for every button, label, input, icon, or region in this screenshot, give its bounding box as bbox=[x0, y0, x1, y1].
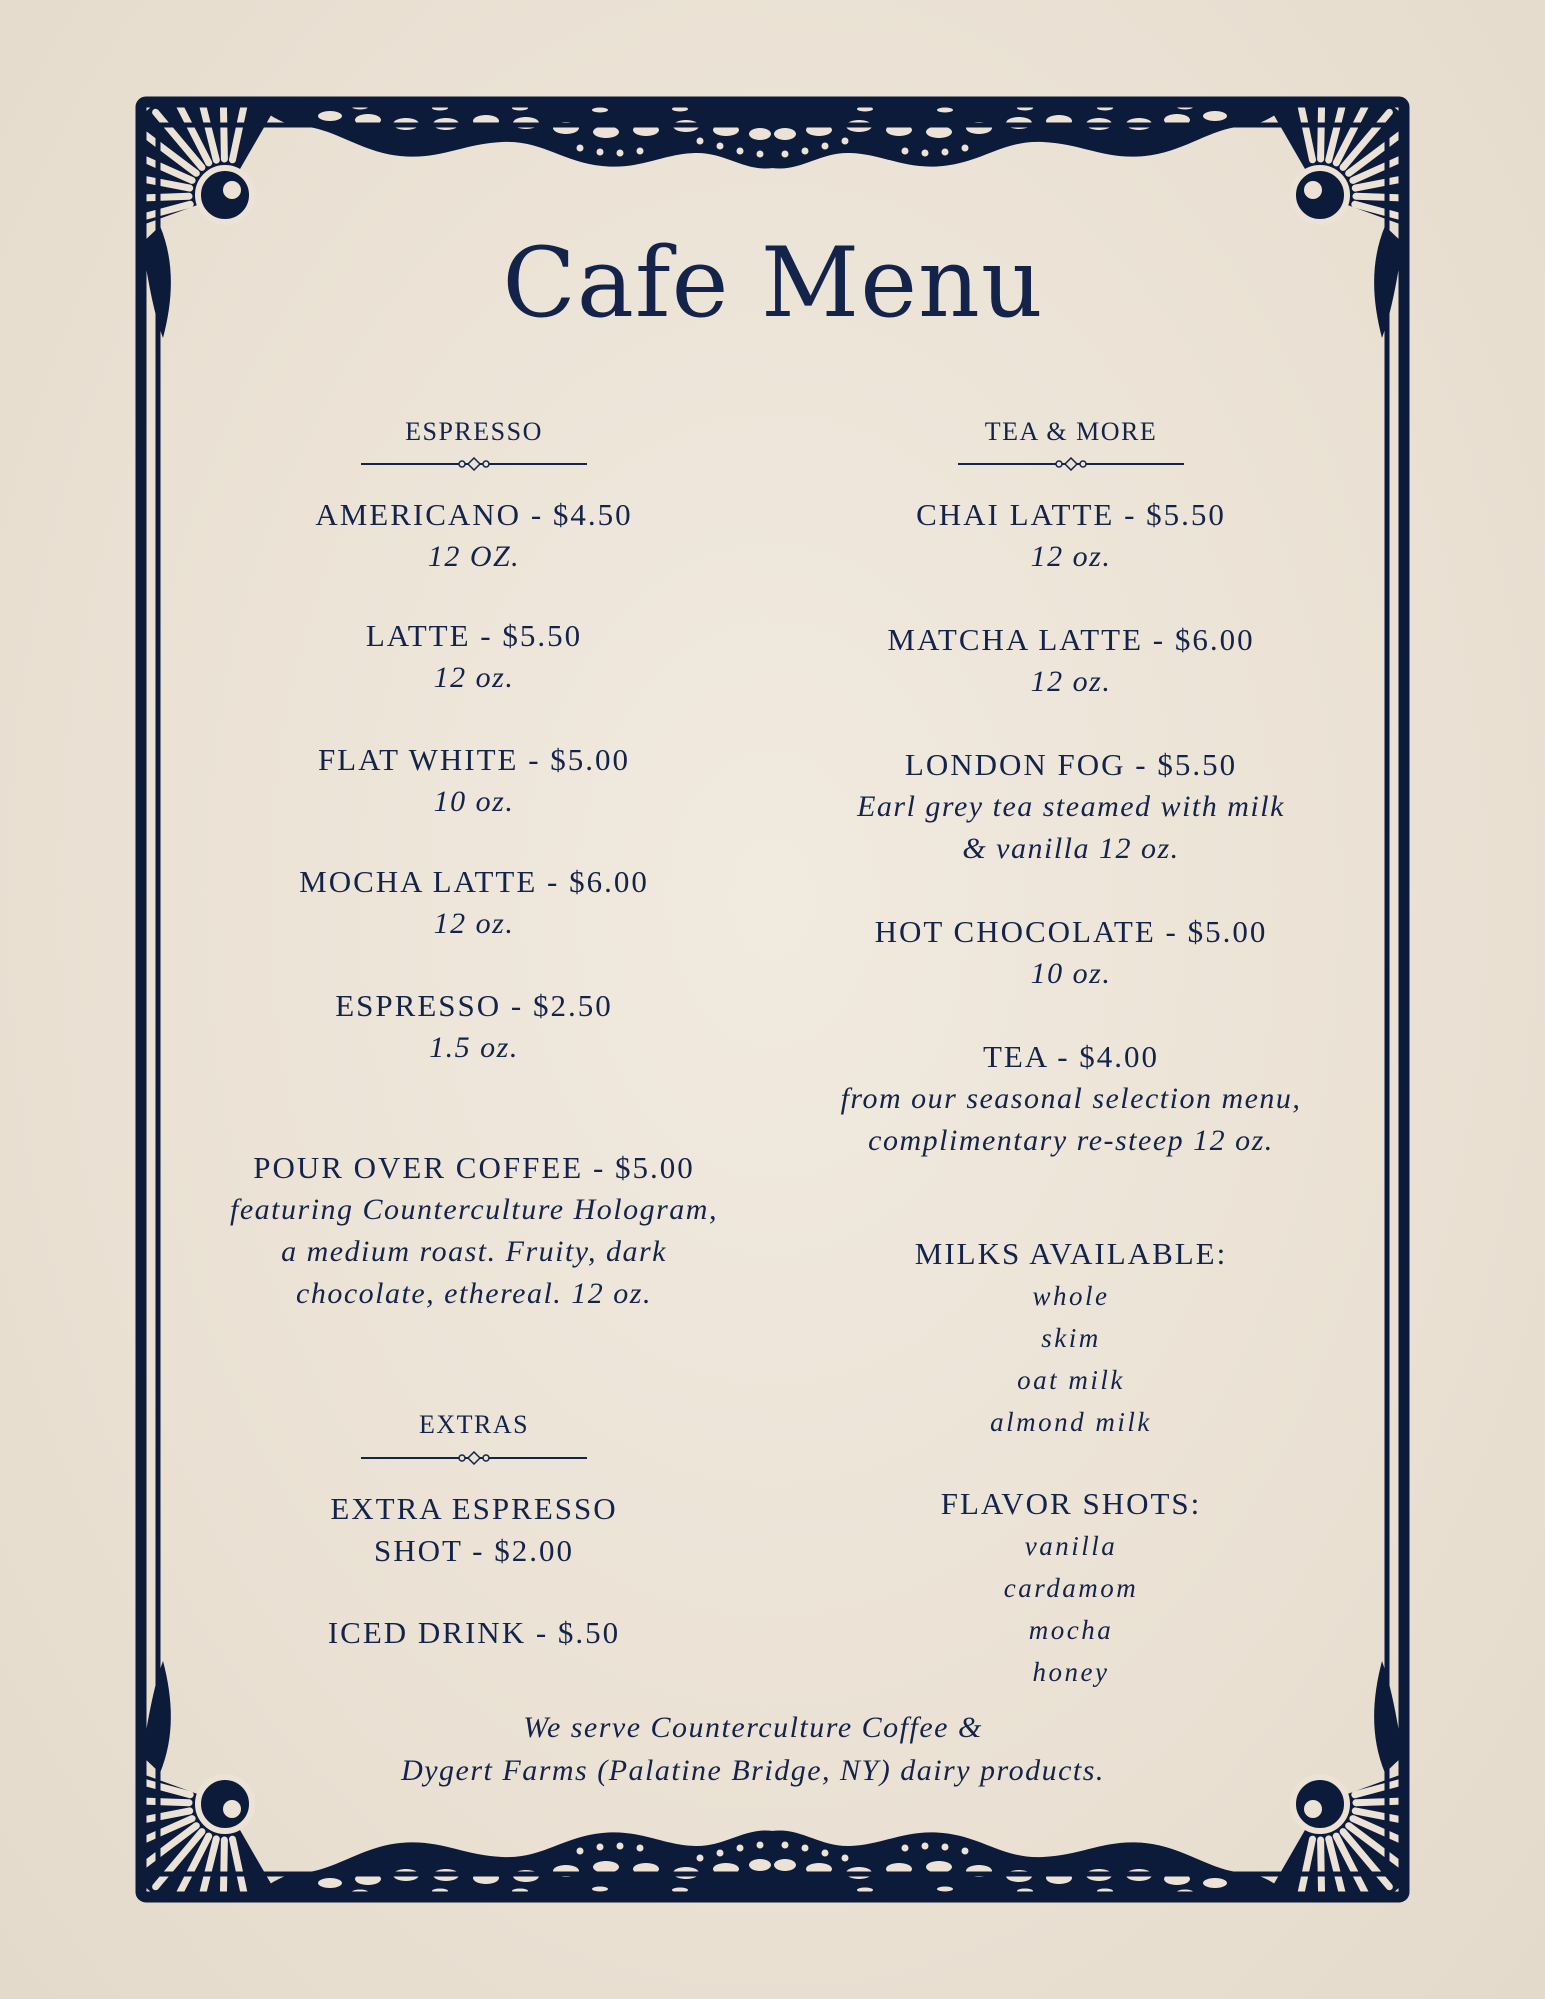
flavor-list bbox=[771, 1483, 1371, 1693]
menu-item bbox=[174, 615, 774, 699]
menu-item-name: LONDON FOG - $5.50 bbox=[904, 747, 1238, 782]
menu-item-name: HOT CHOCOLATE - $5.00 bbox=[874, 914, 1268, 949]
menu-item-note: 12 OZ. bbox=[427, 540, 521, 573]
menu-item bbox=[174, 1488, 774, 1572]
menu-item bbox=[174, 1147, 774, 1315]
section-heading-espresso: ESPRESSO bbox=[405, 417, 543, 446]
menu-item-note: 1.5 oz. bbox=[429, 1031, 519, 1064]
milk-option: skim bbox=[1041, 1323, 1101, 1353]
menu-item-note: Earl grey tea steamed with milk & vanilla 12 oz. bbox=[857, 790, 1285, 865]
milks-list bbox=[771, 1233, 1371, 1443]
menu-item-note: 12 oz. bbox=[1030, 665, 1112, 698]
milk-option: oat milk bbox=[1017, 1365, 1125, 1395]
menu-item-name: MOCHA LATTE - $6.00 bbox=[299, 864, 649, 899]
menu-item-note: from our seasonal selection menu, complimentary re-steep 12 oz. bbox=[840, 1082, 1302, 1157]
menu-item bbox=[771, 1036, 1371, 1162]
menu-item-name: LATTE - $5.50 bbox=[365, 618, 583, 653]
menu-item-note: 12 oz. bbox=[1030, 540, 1112, 573]
menu-item-name: AMERICANO - $4.50 bbox=[315, 497, 633, 532]
menu-item bbox=[771, 744, 1371, 870]
footer-note: We serve Counterculture Coffee & Dygert Farms (Palatine Bridge, NY) dairy products. bbox=[401, 1711, 1105, 1787]
menu-item bbox=[771, 494, 1371, 578]
menu-item-name: FLAT WHITE - $5.00 bbox=[317, 742, 631, 777]
menu-item-name: TEA - $4.00 bbox=[982, 1039, 1160, 1074]
section-heading-extras: EXTRAS bbox=[418, 1410, 530, 1439]
diamond-divider-icon bbox=[361, 1451, 587, 1465]
milk-option: almond milk bbox=[990, 1407, 1152, 1437]
menu-item bbox=[174, 739, 774, 823]
flavor-option: mocha bbox=[1028, 1615, 1114, 1645]
menu-item-name: ICED DRINK - $.50 bbox=[327, 1615, 621, 1650]
menu-item bbox=[174, 494, 774, 578]
flavor-option: vanilla bbox=[1024, 1531, 1118, 1561]
menu-item-name: MATCHA LATTE - $6.00 bbox=[887, 622, 1255, 657]
menu-item-note: 12 oz. bbox=[433, 907, 515, 940]
diamond-divider-icon bbox=[361, 457, 587, 471]
menu-item bbox=[174, 985, 774, 1069]
menu-item-name: POUR OVER COFFEE - $5.00 bbox=[253, 1150, 695, 1185]
menu-item-name: ESPRESSO - $2.50 bbox=[335, 988, 613, 1023]
milk-option: whole bbox=[1032, 1281, 1110, 1311]
diamond-divider-icon bbox=[958, 457, 1184, 471]
menu-item-note: featuring Counterculture Hologram, a medium roast. Fruity, dark chocolate, ethereal. 12 oz. bbox=[230, 1193, 718, 1310]
menu-item-name: CHAI LATTE - $5.50 bbox=[916, 497, 1226, 532]
menu-item bbox=[771, 619, 1371, 703]
flavor-heading: FLAVOR SHOTS: bbox=[940, 1486, 1202, 1521]
menu-title: Cafe Menu bbox=[502, 227, 1044, 339]
section-heading-tea-and-more: TEA & MORE bbox=[984, 417, 1158, 446]
milks-heading: MILKS AVAILABLE: bbox=[914, 1236, 1228, 1271]
menu-item bbox=[174, 861, 774, 945]
menu-item-note: 12 oz. bbox=[433, 661, 515, 694]
menu-item-note: 10 oz. bbox=[433, 785, 515, 818]
menu-item-name: EXTRA ESPRESSO SHOT - $2.00 bbox=[330, 1491, 618, 1568]
menu-item-note: 10 oz. bbox=[1030, 957, 1112, 990]
menu-item bbox=[174, 1612, 774, 1654]
flavor-option: honey bbox=[1032, 1657, 1110, 1687]
menu-item bbox=[771, 911, 1371, 995]
flavor-option: cardamom bbox=[1003, 1573, 1139, 1603]
